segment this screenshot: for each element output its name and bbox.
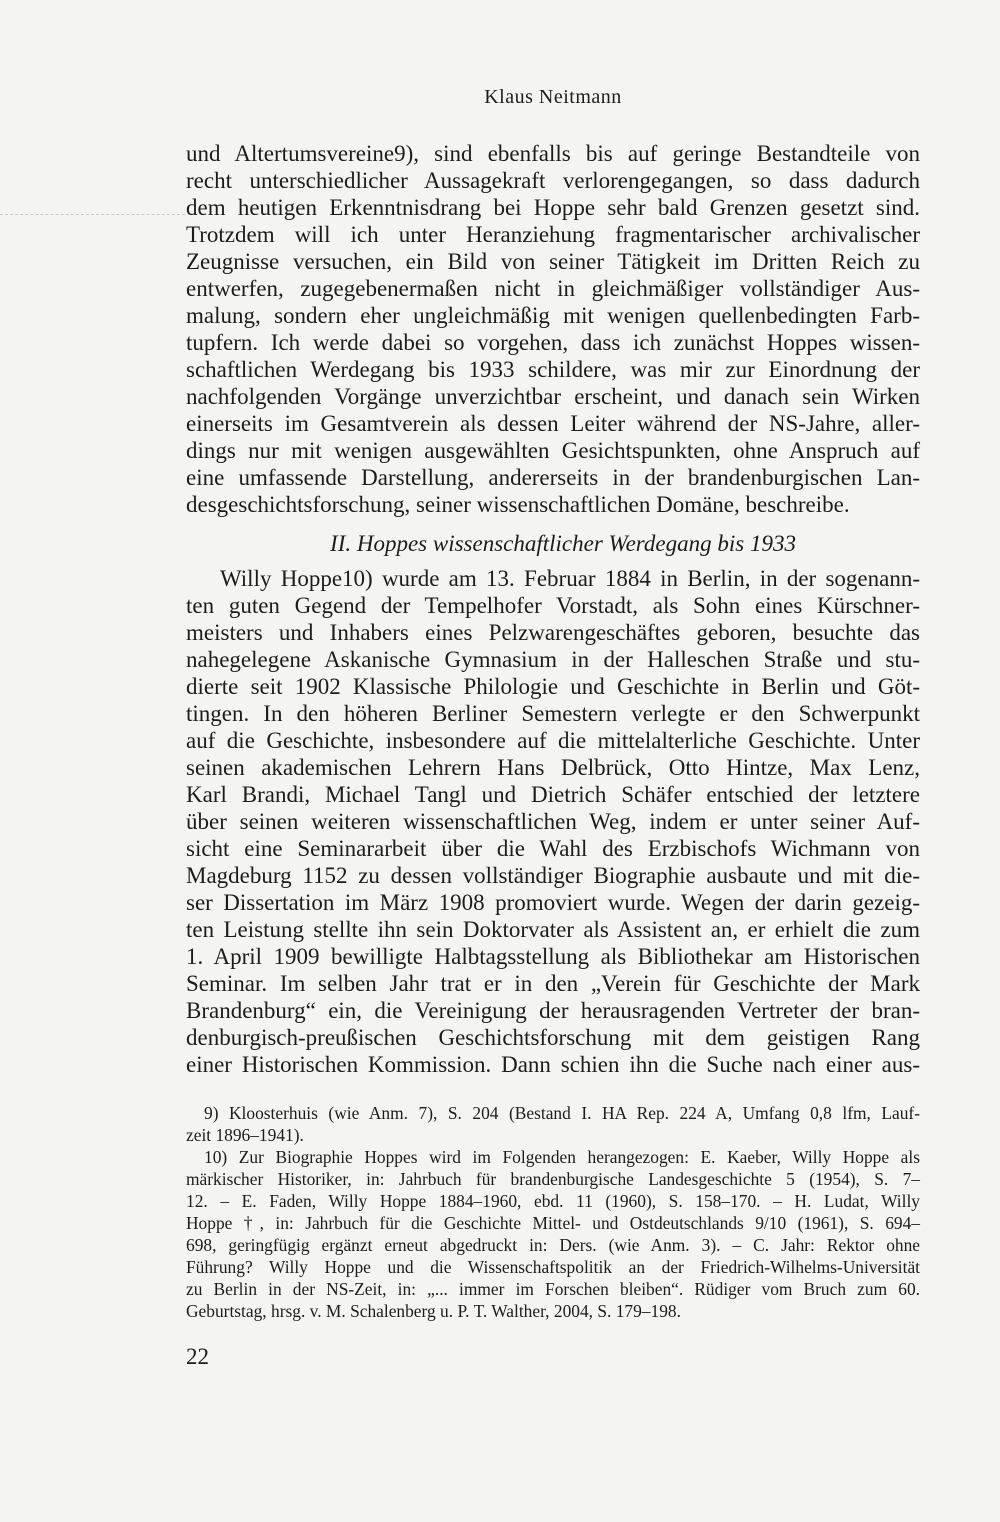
text-line: nahegelegene Askanische Gymnasium in der Halleschen Straße und stu-	[186, 647, 920, 672]
text-line: meisters und Inhabers eines Pelzwarengeschäftes geboren, besuchte das	[186, 620, 920, 645]
footnote-line: 12. – E. Faden, Willy Hoppe 1884–1960, ebd. 11 (1960), S. 158–170. – H. Ludat, Willy	[186, 1191, 920, 1211]
text-line: einer Historischen Kommission. Dann schien ihn die Suche nach einer aus-	[186, 1052, 920, 1077]
text-line: Willy Hoppe10) wurde am 13. Februar 1884 in Berlin, in der sogenann-	[220, 566, 920, 591]
text-line: Seminar. Im selben Jahr trat er in den „Verein für Geschichte der Mark	[186, 971, 920, 996]
text-line: desgeschichtsforschung, seiner wissenschaftlichen Domäne, beschreibe.	[186, 492, 850, 517]
text-line: Magdeburg 1152 zu dessen vollständiger Biographie ausbaute und mit die-	[186, 863, 920, 888]
text-line: eine umfassende Darstellung, andererseits in der brandenburgischen Lan-	[186, 465, 920, 490]
footnote-line: 10) Zur Biographie Hoppes wird im Folgenden herangezogen: E. Kaeber, Willy Hoppe als	[204, 1147, 920, 1167]
footnote-9	[186, 1102, 920, 1146]
page-number: 22	[186, 1344, 209, 1369]
body-text	[186, 140, 920, 1078]
footnote-line: zu Berlin in der NS-Zeit, in: „... immer im Forschen bleiben“. Rüdiger vom Bruch zum 60.	[186, 1279, 920, 1299]
paragraph-2	[186, 565, 920, 1078]
text-line: recht unterschiedlicher Aussagekraft verlorengegangen, so dass dadurch	[186, 168, 920, 193]
footnote-line: 698, geringfügig ergänzt erneut abgedruckt in: Ders. (wie Anm. 3). – C. Jahr: Rektor ohne	[186, 1235, 920, 1255]
text-line: ser Dissertation im März 1908 promoviert wurde. Wegen der darin gezeig-	[186, 890, 920, 915]
text-line: dings nur mit wenigen ausgewählten Gesichtspunkten, ohne Anspruch auf	[186, 438, 920, 463]
text-line: malung, sondern eher ungleichmäßig mit wenigen quellenbedingten Farb-	[186, 303, 920, 328]
section-heading: II. Hoppes wissenschaftlicher Werdegang bis 1933	[330, 531, 796, 556]
text-line: nachfolgenden Vorgänge unverzichtbar erscheint, und danach sein Wirken	[186, 384, 920, 409]
text-line: sicht eine Seminararbeit über die Wahl des Erzbischofs Wichmann von	[186, 836, 920, 861]
footnote-line: 9) Kloosterhuis (wie Anm. 7), S. 204 (Bestand I. HA Rep. 224 A, Umfang 0,8 lfm, Lauf-	[204, 1103, 920, 1123]
footnote-line: märkischer Historiker, in: Jahrbuch für brandenburgische Landesgeschichte 5 (1954), S. 7–	[186, 1169, 920, 1189]
footnote-10	[186, 1146, 920, 1322]
text-line: Karl Brandi, Michael Tangl und Dietrich Schäfer entschied der letztere	[186, 782, 920, 807]
text-line: seinen akademischen Lehrern Hans Delbrück, Otto Hintze, Max Lenz,	[186, 755, 920, 780]
text-line: Trotzdem will ich unter Heranziehung fragmentarischer archivalischer	[186, 222, 920, 247]
text-line: schaftlichen Werdegang bis 1933 schildere, was mir zur Einordnung der	[186, 357, 920, 382]
footnote-line: Hoppe †, in: Jahrbuch für die Geschichte Mittel- und Ostdeutschlands 9/10 (1961), S. 694–	[186, 1213, 920, 1233]
footnote-line: Führung? Willy Hoppe und die Wissenschaftspolitik an der Friedrich-Wilhelms-Universität	[186, 1257, 920, 1277]
text-line: ten guten Gegend der Tempelhofer Vorstadt, als Sohn eines Kürschner-	[186, 593, 920, 618]
margin-mark	[0, 214, 185, 215]
text-line: 1. April 1909 bewilligte Halbtagsstellung als Bibliothekar am Historischen	[186, 944, 920, 969]
text-line: tingen. In den höheren Berliner Semestern verlegte er den Schwerpunkt	[186, 701, 920, 726]
footnote-line: zeit 1896–1941).	[186, 1125, 304, 1145]
text-line: entwerfen, zugegebenermaßen nicht in gleichmäßiger vollständiger Aus-	[186, 276, 920, 301]
paragraph-1	[186, 140, 920, 518]
footnotes	[186, 1102, 920, 1322]
text-line: einerseits im Gesamtverein als dessen Leiter während der NS-Jahre, aller-	[186, 411, 920, 436]
text-line: und Altertumsvereine9), sind ebenfalls bis auf geringe Bestandteile von	[186, 141, 920, 166]
text-line: dierte seit 1902 Klassische Philologie und Geschichte in Berlin und Göt-	[186, 674, 920, 699]
text-line: Zeugnisse versuchen, ein Bild von seiner Tätigkeit im Dritten Reich zu	[186, 249, 920, 274]
text-line: ten Leistung stellte ihn sein Doktorvater als Assistent an, er erhielt die zum	[186, 917, 920, 942]
text-line: über seinen weiteren wissenschaftlichen Weg, indem er unter seiner Auf-	[186, 809, 920, 834]
text-line: dem heutigen Erkenntnisdrang bei Hoppe sehr bald Grenzen gesetzt sind.	[186, 195, 920, 220]
text-line: auf die Geschichte, insbesondere auf die mittelalterliche Geschichte. Unter	[186, 728, 920, 753]
text-line: denburgisch-preußischen Geschichtsforschung mit dem geistigen Rang	[186, 1025, 920, 1050]
footnote-line: Geburtstag, hrsg. v. M. Schalenberg u. P. T. Walther, 2004, S. 179–198.	[186, 1301, 681, 1321]
running-head: Klaus Neitmann	[484, 86, 622, 108]
text-line: tupfern. Ich werde dabei so vorgehen, dass ich zunächst Hoppes wissen-	[186, 330, 920, 355]
text-line: Brandenburg“ ein, die Vereinigung der herausragenden Vertreter der bran-	[186, 998, 920, 1023]
